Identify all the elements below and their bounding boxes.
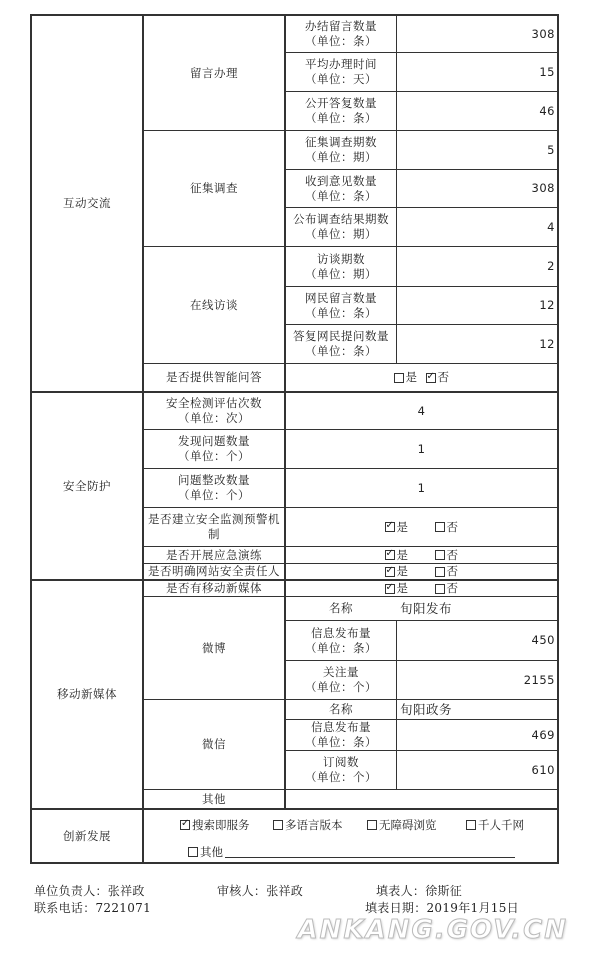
yes-option[interactable]: ✓ 是 (385, 581, 409, 596)
metric-value: 4 (547, 219, 555, 234)
metric-value: 1 (417, 480, 426, 495)
option-multilingual[interactable]: 多语言版本 (273, 817, 343, 833)
checkbox-checked-icon[interactable] (180, 820, 190, 830)
metric-label: 答复网民提问数量 （单位：条） (293, 329, 389, 358)
checkbox-unchecked-icon[interactable] (435, 567, 445, 577)
metric-value: 308 (531, 26, 555, 41)
innovation-options (144, 810, 557, 862)
metric-value: 4 (417, 403, 426, 418)
metric-label: 网民留言数量 （单位：条） (305, 290, 377, 320)
group-label-survey: 征集调查 (190, 181, 238, 195)
metric-value: 450 (531, 633, 555, 647)
option-other[interactable]: 其他 (188, 844, 515, 860)
metric-label: 信息发布量 （单位：条） (305, 720, 377, 749)
metric-value: 12 (539, 336, 555, 351)
wechat-label: 微信 (202, 737, 226, 751)
option-accessibility[interactable]: 无障碍浏览 (367, 817, 437, 833)
group-label-interview: 在线访谈 (190, 297, 238, 312)
section-label-innovation: 创新发展 (63, 828, 111, 843)
metric-label: 发现问题数量 （单位：个） (178, 434, 250, 463)
metric-label: 关注量 （单位：个） (305, 665, 377, 694)
checkbox-unchecked-icon[interactable] (367, 820, 377, 830)
metric-label: 办结留言数量 （单位：条） (305, 19, 377, 48)
yes-option[interactable]: ✓ 是 (385, 520, 409, 535)
no-option[interactable]: 否 (435, 581, 459, 596)
metric-label: 平均办理时间 （单位：天） (305, 57, 377, 86)
other-media-label: 其他 (202, 791, 226, 806)
metric-label: 公布调查结果期数 （单位：期） (293, 212, 389, 241)
metric-value: 15 (539, 64, 555, 79)
section-label-interaction: 互动交流 (63, 196, 111, 210)
wechat-name-value: 旬阳政务 (400, 702, 453, 717)
metric-label: 收到意见数量 （单位：条） (305, 173, 377, 203)
no-option[interactable]: 否 (435, 548, 459, 563)
metric-value: 46 (539, 103, 555, 118)
metric-value: 469 (531, 727, 555, 742)
metric-value: 1 (417, 441, 426, 456)
security-check-options (286, 508, 557, 546)
site-watermark: ANKANG.GOV.CN (297, 915, 568, 945)
no-option[interactable]: 否 (435, 520, 459, 535)
fill-date: 填表日期：2019年1月15日 (365, 901, 519, 915)
no-option[interactable]: 否 (435, 564, 459, 579)
smart-qa-label: 是否提供智能问答 (166, 370, 262, 384)
filler: 填表人：徐斯征 (376, 884, 463, 898)
weibo-label: 微博 (202, 640, 226, 655)
metric-value: 2 (547, 259, 555, 273)
checkbox-checked-icon[interactable] (385, 567, 395, 577)
option-search-service[interactable]: ✓ 搜索即服务 (180, 817, 250, 833)
smart-qa-options (286, 364, 557, 391)
checkbox-unchecked-icon[interactable] (273, 820, 283, 830)
option-personalized[interactable]: 千人千网 (466, 817, 524, 833)
checkbox-checked-icon[interactable] (385, 522, 395, 532)
wechat-name-label: 名称 (329, 702, 353, 716)
metric-value: 12 (539, 298, 555, 312)
table-border-bottom (30, 862, 559, 864)
yes-option[interactable]: ✓ 是 (385, 548, 409, 563)
group-label-messages: 留言办理 (190, 65, 238, 80)
checkbox-unchecked-icon[interactable] (188, 847, 198, 857)
contact-phone: 联系电话：7221071 (34, 901, 152, 915)
security-check-options (286, 564, 557, 579)
smart-qa-no-option[interactable]: ✓ 否 (426, 370, 450, 385)
metric-label: 订阅数 （单位：个） (305, 755, 377, 784)
section-label-security: 安全防护 (63, 478, 111, 493)
checkbox-checked-icon[interactable] (426, 373, 436, 383)
security-check-label: 是否建立安全监测预警机 制 (148, 512, 280, 541)
checkbox-checked-icon[interactable] (385, 550, 395, 560)
checkbox-unchecked-icon[interactable] (435, 584, 445, 594)
checkbox-unchecked-icon[interactable] (435, 550, 445, 560)
metric-value: 610 (531, 762, 555, 777)
checkbox-checked-icon[interactable] (385, 584, 395, 594)
checkbox-unchecked-icon[interactable] (435, 522, 445, 532)
weibo-name-label: 名称 (329, 601, 353, 615)
checkbox-unchecked-icon[interactable] (466, 820, 476, 830)
yes-option[interactable]: ✓ 是 (385, 564, 409, 579)
metric-label: 公开答复数量 （单位：条） (305, 96, 377, 125)
section-label-media: 移动新媒体 (57, 687, 117, 701)
table-border-right (557, 14, 559, 864)
metric-label: 访谈期数 （单位：期） (305, 251, 377, 281)
has-media-options (286, 581, 557, 596)
reviewer: 审核人：张祥政 (217, 884, 304, 898)
other-input-line[interactable] (225, 847, 515, 858)
checkbox-unchecked-icon[interactable] (394, 373, 404, 383)
metric-value: 308 (531, 181, 555, 195)
metric-label: 征集调查期数 （单位：期） (305, 135, 377, 164)
metric-value: 5 (547, 142, 555, 157)
security-check-options (286, 547, 557, 563)
security-check-label: 是否开展应急演练 (166, 547, 262, 562)
unit-head: 单位负责人：张祥政 (34, 884, 145, 898)
smart-qa-yes-option[interactable]: 是 (394, 370, 418, 385)
weibo-name-value: 旬阳发布 (400, 601, 453, 616)
security-check-label: 是否明确网站安全责任人 (148, 564, 280, 578)
other-media-value[interactable] (286, 790, 557, 808)
metric-value: 2155 (523, 672, 555, 687)
metric-label: 问题整改数量 （单位：个） (178, 473, 250, 502)
has-media-label: 是否有移动新媒体 (166, 581, 262, 595)
metric-label: 信息发布量 （单位：条） (305, 625, 377, 655)
metric-label: 安全检测评估次数 （单位：次） (166, 396, 262, 425)
